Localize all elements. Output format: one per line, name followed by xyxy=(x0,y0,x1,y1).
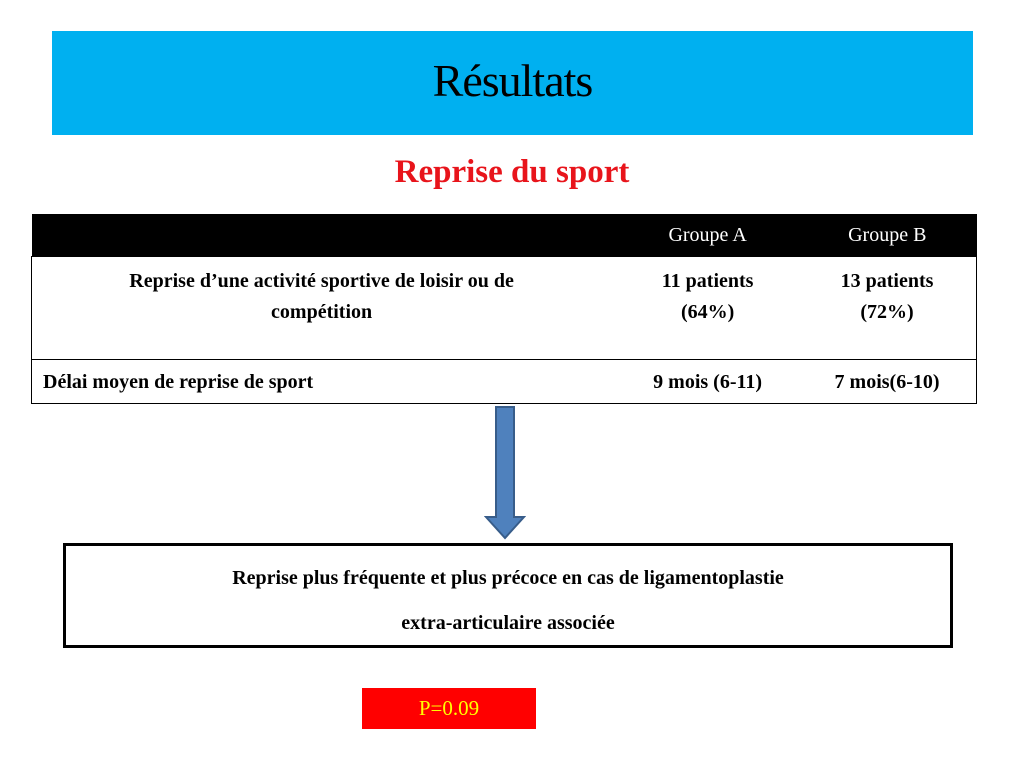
page-title: Résultats xyxy=(432,54,593,106)
cell-groupe-a-delai: 9 mois (6-11) xyxy=(617,360,798,404)
title-banner xyxy=(52,31,973,135)
row-label-line: compétition xyxy=(271,301,373,323)
cell-groupe-b-delai: 7 mois(6-10) xyxy=(798,360,976,404)
cell-line: (64%) xyxy=(680,301,735,323)
header-groupe-a: Groupe A xyxy=(617,214,798,257)
results-table xyxy=(31,214,977,404)
cell-groupe-b-reprise xyxy=(798,257,976,360)
conclusion-line: extra-articulaire associée xyxy=(401,612,615,634)
cell-groupe-a-reprise xyxy=(617,257,798,360)
cell-line: 13 patients xyxy=(840,270,934,292)
header-groupe-b: Groupe B xyxy=(798,214,976,257)
conclusion-box xyxy=(63,543,953,648)
section-subtitle: Reprise du sport xyxy=(394,154,630,190)
header-empty xyxy=(32,214,618,257)
row-label-reprise xyxy=(32,257,618,360)
table-header-row xyxy=(32,214,977,257)
table-row xyxy=(32,257,977,360)
cell-line: 11 patients xyxy=(661,270,754,292)
p-value-text: P=0.09 xyxy=(418,696,480,720)
conclusion-line: Reprise plus fréquente et plus précoce en cas de ligamentoplastie xyxy=(232,567,784,589)
row-label-delai: Délai moyen de reprise de sport xyxy=(32,360,618,404)
p-value-badge xyxy=(362,688,536,729)
row-label-line: Reprise d’une activité sportive de loisir ou de xyxy=(129,270,514,292)
cell-line: (72%) xyxy=(860,301,914,323)
down-arrow-icon xyxy=(484,405,526,540)
table-row xyxy=(32,360,977,404)
